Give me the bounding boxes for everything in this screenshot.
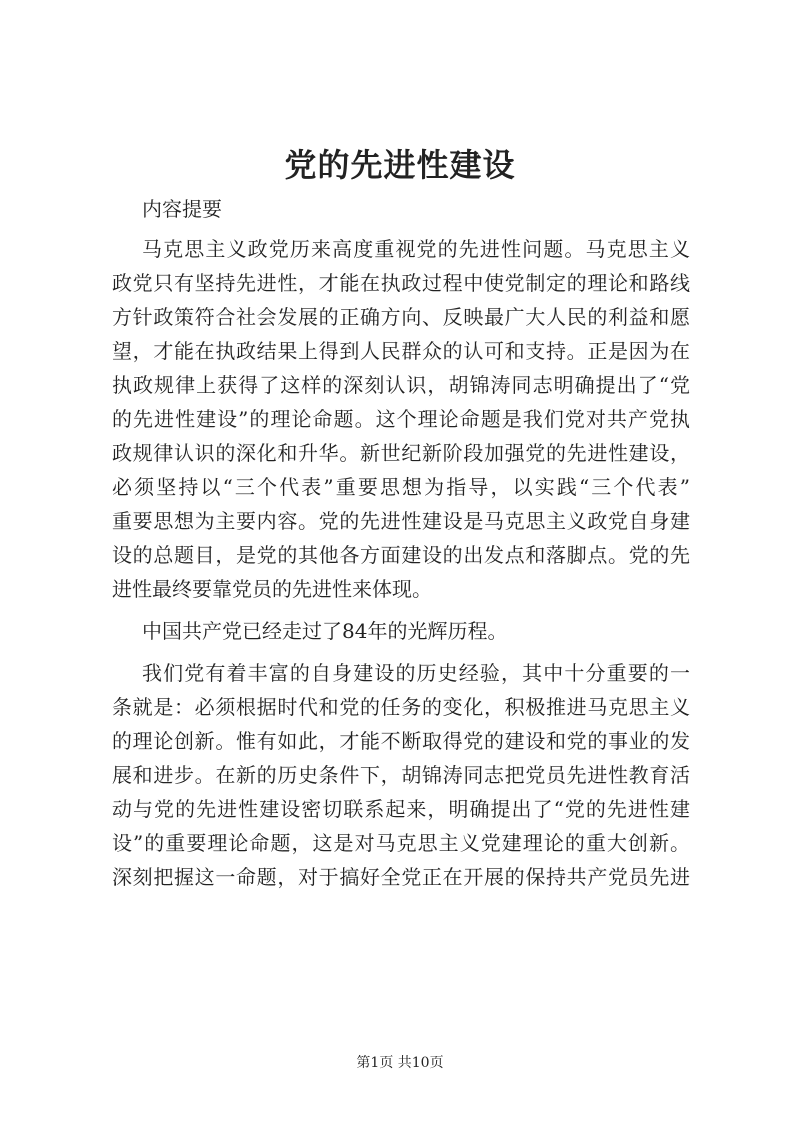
text-line: 深刻把握这一命题，对于搞好全党正在开展的保持共产党员先进	[112, 865, 690, 889]
text-line: 政党只有坚持先进性，才能在执政过程中使党制定的理论和路线	[112, 271, 690, 295]
paragraph-experience	[112, 656, 690, 894]
text-line: 进性最终要靠党员的先进性来体现。	[112, 577, 432, 601]
paragraph-summary-heading	[112, 192, 690, 226]
text-line: 我们党有着丰富的自身建设的历史经验，其中十分重要的一	[142, 661, 690, 685]
document-body	[112, 192, 690, 894]
text-line: 政规律认识的深化和升华。新世纪新阶段加强党的先进性建设，	[112, 441, 690, 465]
text-line: 马克思主义政党历来高度重视党的先进性问题。马克思主义	[142, 237, 690, 261]
text-line: 的理论创新。惟有如此，才能不断取得党的建设和党的事业的发	[112, 729, 690, 753]
text-line: 中国共产党已经走过了84年的光辉历程。	[142, 619, 508, 643]
paragraph-summary	[112, 232, 690, 606]
text-line: 设”的重要理论命题，这是对马克思主义党建理论的重大创新。	[112, 831, 690, 855]
text-line: 条就是：必须根据时代和党的任务的变化，积极推进马克思主义	[112, 695, 690, 719]
text-line: 内容提要	[142, 197, 222, 221]
page-number-footer: 第1页 共10页	[356, 1055, 444, 1071]
text-line: 的先进性建设”的理论命题。这个理论命题是我们党对共产党执	[112, 407, 690, 431]
paragraph-history	[112, 614, 690, 648]
text-line: 执政规律上获得了这样的深刻认识，胡锦涛同志明确提出了“党	[112, 373, 690, 397]
document-title: 党的先进性建设	[284, 146, 516, 184]
text-line: 设的总题目，是党的其他各方面建设的出发点和落脚点。党的先	[112, 543, 690, 567]
text-line: 望，才能在执政结果上得到人民群众的认可和支持。正是因为在	[112, 339, 690, 363]
text-line: 必须坚持以“三个代表”重要思想为指导，以实践“三个代表”	[112, 475, 690, 499]
text-line: 重要思想为主要内容。党的先进性建设是马克思主义政党自身建	[112, 509, 690, 533]
text-line: 方针政策符合社会发展的正确方向、反映最广大人民的利益和愿	[112, 305, 690, 329]
text-line: 展和进步。在新的历史条件下，胡锦涛同志把党员先进性教育活	[112, 763, 690, 787]
text-line: 动与党的先进性建设密切联系起来，明确提出了“党的先进性建	[112, 797, 690, 821]
